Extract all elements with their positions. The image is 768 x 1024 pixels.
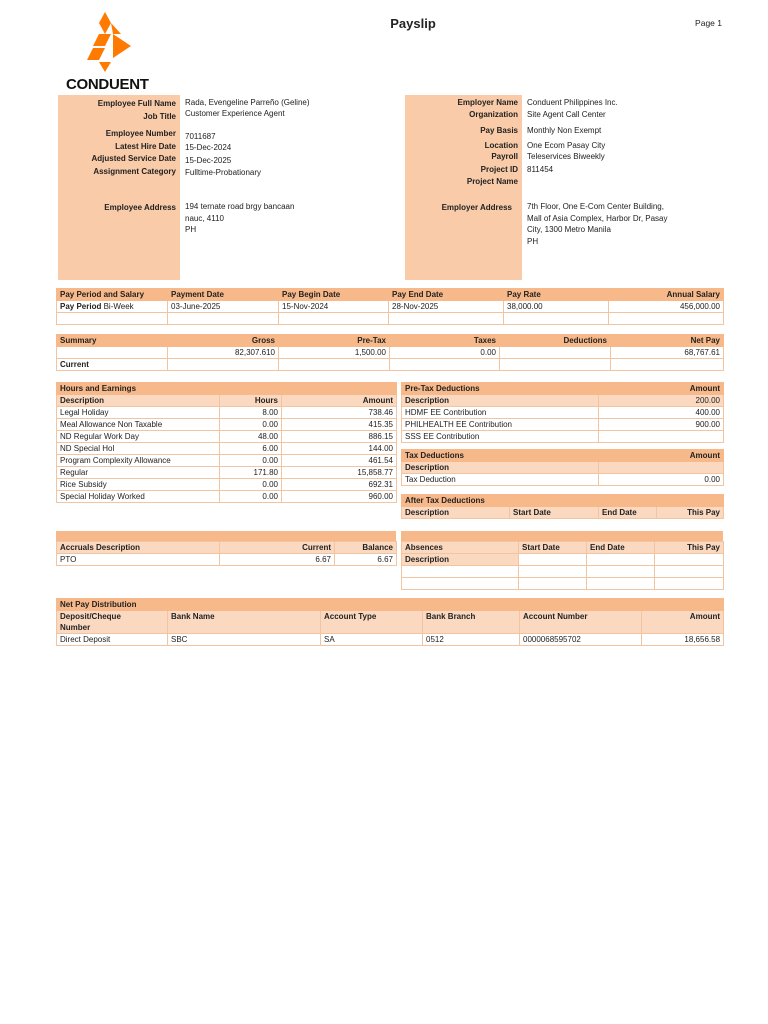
label-organization: Organization (469, 110, 518, 119)
taxes-header: Taxes (390, 335, 500, 347)
he-hours: 0.00 (220, 455, 282, 467)
employer-payroll: Teleservices Biweekly (527, 152, 605, 161)
employee-hire-date: 15-Dec-2024 (185, 143, 232, 152)
employer-name: Conduent Philippines Inc. (527, 98, 618, 107)
summary-pretax: 1,500.00 (279, 347, 390, 359)
net-pay-account-type-header: Account Type (321, 611, 423, 634)
net-pay-deposit: Direct Deposit (57, 634, 168, 646)
table-row (402, 407, 724, 419)
table-row (57, 491, 397, 503)
after-tax-table (401, 494, 724, 519)
net-pay-account-type: SA (321, 634, 423, 646)
he-hours-header: Hours (220, 395, 282, 407)
pretax-table (401, 382, 724, 443)
employer-address: 7th Floor, One E-Com Center Building, Mall of Asia Complex, Harbor Dr, Pasay City, 1300 Metro Manila PH (527, 202, 668, 246)
he-hours: 0.00 (220, 491, 282, 503)
absences-start-header: Start Date (519, 542, 587, 554)
accruals-current-header: Current (220, 542, 335, 554)
pretax-amount: 900.00 (599, 419, 724, 431)
label-hire-date: Latest Hire Date (115, 142, 176, 151)
summary-table (56, 334, 724, 371)
he-amount: 692.31 (282, 479, 397, 491)
table-row (402, 431, 724, 443)
he-hours: 171.80 (220, 467, 282, 479)
employer-organization: Site Agent Call Center (527, 110, 606, 119)
table-row (57, 443, 397, 455)
label-employee-address: Employee Address (104, 203, 176, 212)
employer-location: One Ecom Pasay City (527, 141, 606, 150)
he-amount: 415.35 (282, 419, 397, 431)
accrual-current: 6.67 (220, 554, 335, 566)
hours-earnings-title: Hours and Earnings (57, 383, 397, 395)
net-pay-title: Net Pay Distribution (57, 599, 724, 611)
table-row (57, 407, 397, 419)
hours-earnings-table (56, 382, 397, 503)
accruals-top-bar (56, 531, 396, 541)
table-row (402, 474, 724, 486)
company-logo (66, 12, 156, 92)
tax-amount: 0.00 (599, 474, 724, 486)
net-pay-deposit-header: Deposit/Cheque Number (57, 611, 168, 634)
annual-salary: 456,000.00 (609, 301, 724, 313)
he-amount-header: Amount (282, 395, 397, 407)
he-hours: 48.00 (220, 431, 282, 443)
after-tax-end-header: End Date (599, 507, 657, 519)
table-row (57, 431, 397, 443)
pretax-first-amount: 200.00 (599, 395, 724, 407)
net-pay-table (56, 598, 724, 646)
employer-pay-basis: Monthly Non Exempt (527, 126, 602, 135)
pay-rate: 38,000.00 (504, 301, 609, 313)
label-employee-number: Employee Number (105, 129, 176, 138)
he-desc: Regular (57, 467, 220, 479)
pretax-desc: SSS EE Contribution (402, 431, 599, 443)
pretax-amount-header: Amount (599, 383, 724, 395)
absences-top-bar (401, 531, 723, 541)
employer-project-id: 811454 (527, 165, 554, 174)
table-row (402, 419, 724, 431)
after-tax-desc-header: Description (402, 507, 510, 519)
label-category: Assignment Category (93, 167, 176, 176)
he-hours: 6.00 (220, 443, 282, 455)
net-pay-account-number-header: Account Number (520, 611, 642, 634)
net-pay-bank-header: Bank Name (168, 611, 321, 634)
label-project-name: Project Name (466, 177, 518, 186)
summary-row-label (57, 347, 168, 359)
employee-address: 194 ternate road brgy bancaan nauc, 4110 PH (185, 202, 295, 234)
label-payroll: Payroll (491, 152, 518, 161)
tax-amount-header: Amount (599, 450, 724, 462)
he-desc: ND Regular Work Day (57, 431, 220, 443)
pretax-title: Pre-Tax Deductions (402, 383, 599, 395)
page-title: Payslip (390, 16, 436, 31)
after-tax-thispay-header: This Pay (657, 507, 724, 519)
he-desc: Rice Subsidy (57, 479, 220, 491)
label-job-title: Job Title (143, 112, 176, 121)
he-amount: 960.00 (282, 491, 397, 503)
label-location: Location (484, 141, 518, 150)
net-pay-amount-header: Amount (642, 611, 724, 634)
he-hours: 0.00 (220, 479, 282, 491)
table-row (57, 455, 397, 467)
pay-begin-header: Pay Begin Date (279, 289, 389, 301)
he-desc: Special Holiday Worked (57, 491, 220, 503)
pay-rate-header: Pay Rate (504, 289, 609, 301)
net-pay-branch: 0512 (423, 634, 520, 646)
he-desc: Program Complexity Allowance (57, 455, 220, 467)
pretax-desc: HDMF EE Contribution (402, 407, 599, 419)
table-row (57, 419, 397, 431)
label-pay-basis: Pay Basis (480, 126, 518, 135)
employee-full-name: Rada, Evengeline Parreño (Geline) (185, 98, 310, 107)
absences-table (401, 541, 724, 590)
table-row (57, 554, 397, 566)
accruals-table (56, 541, 397, 566)
pay-period-table (56, 288, 724, 325)
summary-taxes: 0.00 (390, 347, 500, 359)
employee-number: 7011687 (185, 132, 216, 141)
absences-end-header: End Date (587, 542, 655, 554)
after-tax-title: After Tax Deductions (402, 495, 724, 507)
accrual-balance: 6.67 (335, 554, 397, 566)
summary-header: Summary (57, 335, 168, 347)
gross-header: Gross (168, 335, 279, 347)
employee-category: Fulltime-Probationary (185, 168, 262, 177)
table-row (57, 467, 397, 479)
absences-thispay-header: This Pay (655, 542, 724, 554)
payment-date-header: Payment Date (168, 289, 279, 301)
page-number: Page 1 (695, 18, 722, 28)
payment-date: 03-June-2025 (168, 301, 279, 313)
he-desc: Meal Allowance Non Taxable (57, 419, 220, 431)
label-employer-name: Employer Name (457, 98, 518, 107)
he-hours: 8.00 (220, 407, 282, 419)
pay-period-frequency: Bi-Week (103, 302, 134, 311)
net-pay-account-number: 0000068595702 (520, 634, 642, 646)
tax-table (401, 449, 724, 486)
accruals-desc-header: Accruals Description (57, 542, 220, 554)
summary-net-pay: 68,767.61 (611, 347, 724, 359)
he-amount: 886.15 (282, 431, 397, 443)
he-desc: Legal Holiday (57, 407, 220, 419)
label-employer-address: Employer Address (441, 203, 512, 212)
employee-service-date: 15-Dec-2025 (185, 156, 232, 165)
he-amount: 15,858.77 (282, 467, 397, 479)
accrual-desc: PTO (57, 554, 220, 566)
absences-desc-header: Description (402, 554, 519, 566)
absences-header: Absences (402, 542, 519, 554)
table-row (402, 395, 724, 407)
pay-end-date: 28-Nov-2025 (389, 301, 504, 313)
pretax-desc-header: Description (402, 395, 599, 407)
pay-begin-date: 15-Nov-2024 (279, 301, 389, 313)
tax-desc: Tax Deduction (402, 474, 599, 486)
he-hours: 0.00 (220, 419, 282, 431)
pay-end-header: Pay End Date (389, 289, 504, 301)
pay-period-label: Pay Period (60, 302, 102, 311)
net-pay-header: Net Pay (611, 335, 724, 347)
table-row (57, 479, 397, 491)
tax-desc-header: Description (402, 462, 599, 474)
net-pay-bank: SBC (168, 634, 321, 646)
pretax-header: Pre-Tax (279, 335, 390, 347)
net-pay-branch-header: Bank Branch (423, 611, 520, 634)
summary-current-label: Current (57, 359, 168, 371)
summary-gross: 82,307.610 (168, 347, 279, 359)
label-service-date: Adjusted Service Date (91, 154, 176, 163)
pretax-desc: PHILHEALTH EE Contribution (402, 419, 599, 431)
pretax-amount: 400.00 (599, 407, 724, 419)
net-pay-amount: 18,656.58 (642, 634, 724, 646)
summary-deductions (500, 347, 611, 359)
annual-salary-header: Annual Salary (609, 289, 724, 301)
deductions-header: Deductions (500, 335, 611, 347)
company-name: CONDUENT (66, 76, 149, 93)
accruals-balance-header: Balance (335, 542, 397, 554)
pay-period-header: Pay Period and Salary (57, 289, 168, 301)
pay-period-cell (57, 301, 168, 313)
conduent-logo-icon (81, 12, 141, 74)
he-desc-header: Description (57, 395, 220, 407)
he-amount: 144.00 (282, 443, 397, 455)
label-full-name: Employee Full Name (97, 99, 176, 108)
he-amount: 461.54 (282, 455, 397, 467)
label-project-id: Project ID (480, 165, 518, 174)
he-amount: 738.46 (282, 407, 397, 419)
after-tax-start-header: Start Date (510, 507, 599, 519)
employee-job-title: Customer Experience Agent (185, 109, 285, 118)
table-row (57, 634, 724, 646)
he-desc: ND Special Hol (57, 443, 220, 455)
tax-title: Tax Deductions (402, 450, 599, 462)
